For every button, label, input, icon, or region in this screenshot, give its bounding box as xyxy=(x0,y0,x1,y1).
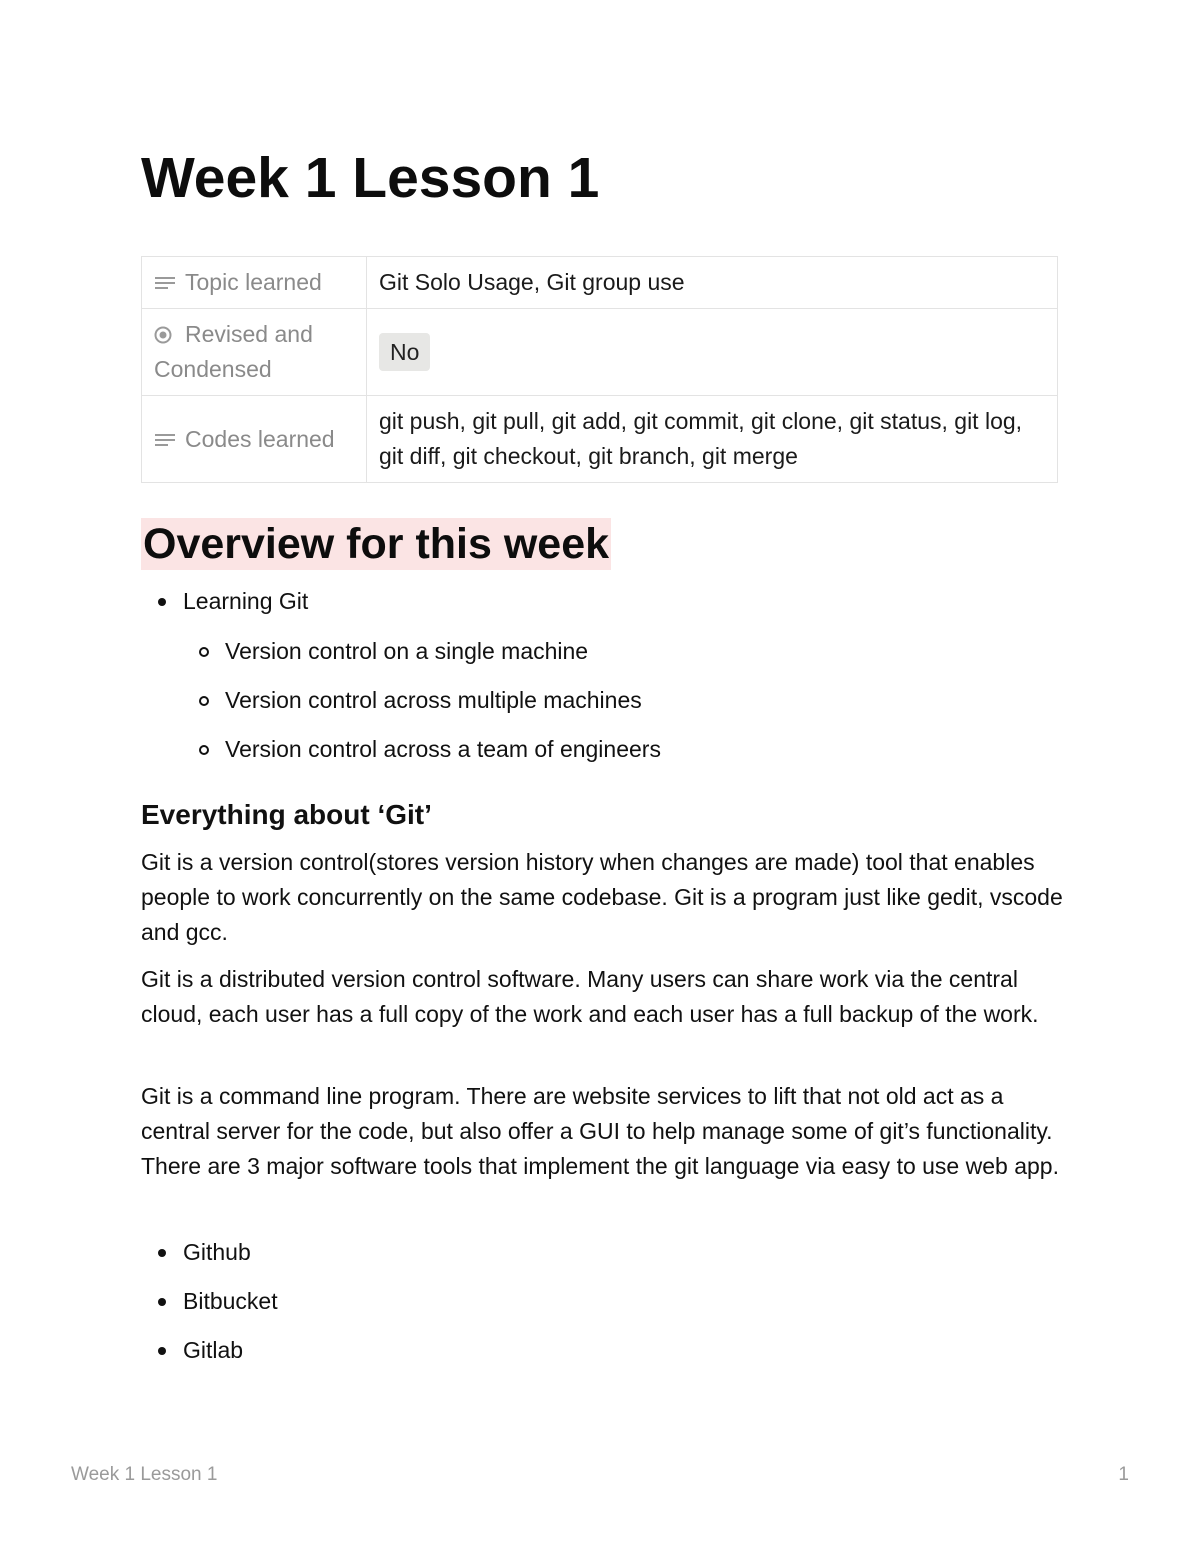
property-name-cell xyxy=(142,257,367,309)
select-tag[interactable]: No xyxy=(379,333,430,371)
list-item-label: Gitlab xyxy=(183,1337,244,1363)
property-row xyxy=(142,396,1058,483)
paragraph: Git is a version control(stores version history when changes are made) tool that enables people to work concurrently on the same codebase. Git is a program just like gedit, vscode and gcc. xyxy=(141,849,1063,945)
bullet-icon xyxy=(158,598,166,606)
list-item-label: Learning Git xyxy=(183,588,309,614)
bullet-icon xyxy=(158,1249,166,1257)
property-row xyxy=(142,309,1058,396)
list-item-label: Version control on a single machine xyxy=(225,638,589,664)
overview-heading: Overview for this week xyxy=(143,520,610,568)
tools-list xyxy=(141,1235,278,1368)
list-item-label: Github xyxy=(183,1239,251,1265)
property-name: Revised and Condensed xyxy=(154,321,313,382)
paragraph: Git is a distributed version control software. Many users can share work via the central cloud, each user has a full copy of the work and each user has a full backup of the work. xyxy=(141,966,1039,1027)
bullet-icon xyxy=(158,1298,166,1306)
property-name: Topic learned xyxy=(185,269,322,295)
list-item-label: Version control across multiple machines xyxy=(225,687,642,713)
checkbox-circle-icon xyxy=(154,326,176,344)
list-item xyxy=(183,634,661,669)
text-lines-icon xyxy=(154,431,176,449)
list-item xyxy=(141,1235,278,1270)
list-item xyxy=(141,584,308,619)
list-item-label: Bitbucket xyxy=(183,1288,278,1314)
circle-bullet-icon xyxy=(199,647,209,657)
property-value-cell[interactable] xyxy=(367,309,1058,396)
page-number: 1 xyxy=(1118,1464,1129,1485)
paragraph: Git is a command line program. There are website services to lift that not old act as a central server for the code, but also offer a GUI to help manage some of git’s functionality. There are 3 major software tools that implement the git language via easy to use web app. xyxy=(141,1083,1059,1179)
circle-bullet-icon xyxy=(199,745,209,755)
property-value-cell[interactable] xyxy=(367,257,1058,309)
git-section-heading: Everything about ‘Git’ xyxy=(141,799,432,830)
list-item xyxy=(183,732,661,767)
bullet-icon xyxy=(158,1347,166,1355)
circle-bullet-icon xyxy=(199,696,209,706)
overview-list xyxy=(141,584,308,619)
list-item xyxy=(183,683,661,718)
list-item xyxy=(141,1333,278,1368)
list-item xyxy=(141,1284,278,1319)
property-value: git push, git pull, git add, git commit, git clone, git status, git log, git diff, git checkout, git branch, git merge xyxy=(379,408,1023,469)
overview-sublist xyxy=(183,634,661,767)
property-name-cell xyxy=(142,309,367,396)
page-title: Week 1 Lesson 1 xyxy=(141,146,600,210)
property-value-cell[interactable] xyxy=(367,396,1058,483)
footer-title: Week 1 Lesson 1 xyxy=(71,1464,218,1485)
property-name: Codes learned xyxy=(185,425,335,452)
property-value: Git Solo Usage, Git group use xyxy=(379,269,685,295)
property-row xyxy=(142,257,1058,309)
properties-table xyxy=(141,256,1058,483)
text-lines-icon xyxy=(154,274,176,292)
list-item-label: Version control across a team of engineers xyxy=(225,736,661,762)
property-name-cell xyxy=(142,396,367,483)
